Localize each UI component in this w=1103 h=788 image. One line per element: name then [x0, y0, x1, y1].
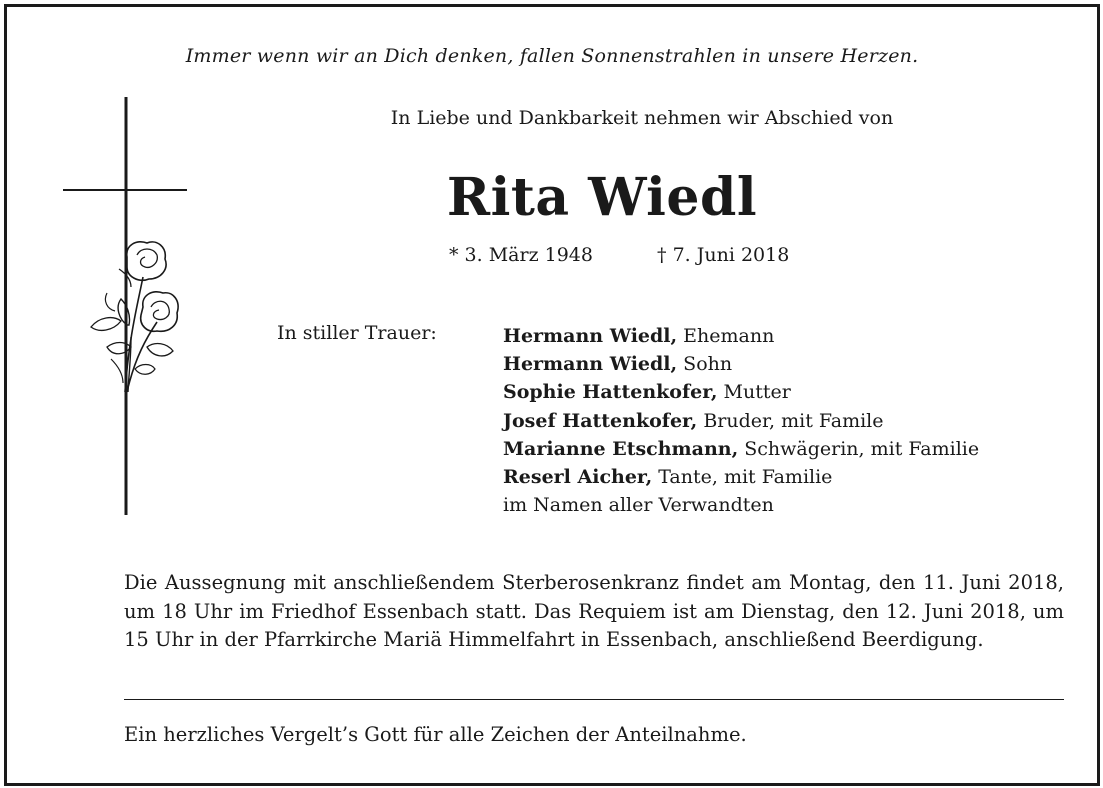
mourner-name: Marianne Etschmann, — [503, 437, 739, 460]
mourner-name: Reserl Aicher, — [503, 466, 653, 489]
thanks-text: Ein herzliches Vergelt’s Gott für alle Zeichen der Anteilnahme. — [124, 723, 747, 746]
service-details: Die Aussegnung mit anschließendem Sterberosenkranz findet am Montag, den 11. Juni 2018, um 18 Uhr im Friedhof Essenbach statt. Das Requiem ist am Dienstag, den 12. Juni 2018, um 15 Uhr in der Pfarrkirche Mariä Himmelfahrt in Essenbach, anschließend Beerdigung. — [124, 571, 1064, 651]
mourner-name: Hermann Wiedl, — [503, 325, 678, 347]
mourner-relation: Ehemann — [677, 325, 775, 347]
list-item — [503, 350, 979, 378]
mourner-relation: Schwägerin, mit Familie — [738, 437, 980, 460]
list-item — [503, 491, 979, 519]
obituary-frame — [4, 4, 1100, 786]
life-dates — [449, 244, 789, 266]
list-item — [503, 435, 979, 463]
death-date: † 7. Juni 2018 — [657, 244, 790, 266]
mourner-relation: Bruder, mit Famile — [697, 409, 884, 432]
mourner-name: Hermann Wiedl, — [503, 353, 678, 376]
list-item — [503, 322, 979, 350]
motto-text: Immer wenn wir an Dich denken, fallen Sonnenstrahlen in unsere Herzen. — [185, 45, 919, 67]
mourner-relation: Sohn — [677, 353, 733, 376]
deceased-name: Rita Wiedl — [446, 167, 758, 228]
mourner-name: Josef Hattenkofer, — [503, 409, 698, 432]
cross-with-roses-icon — [7, 7, 207, 537]
mourner-name: Sophie Hattenkofer, — [503, 381, 718, 404]
list-item — [503, 378, 979, 406]
mourner-relation: im Namen aller Verwandten — [503, 494, 774, 517]
divider — [124, 699, 1064, 700]
list-item — [503, 463, 979, 491]
intro-text: In Liebe und Dankbarkeit nehmen wir Abschied von — [390, 107, 894, 129]
mourner-relation: Tante, mit Familie — [652, 466, 833, 489]
mourner-relation: Mutter — [717, 381, 791, 404]
birth-date: * 3. März 1948 — [449, 244, 593, 266]
mourning-label: In stiller Trauer: — [277, 322, 437, 344]
list-item — [503, 407, 979, 435]
mourners-list — [503, 322, 979, 519]
